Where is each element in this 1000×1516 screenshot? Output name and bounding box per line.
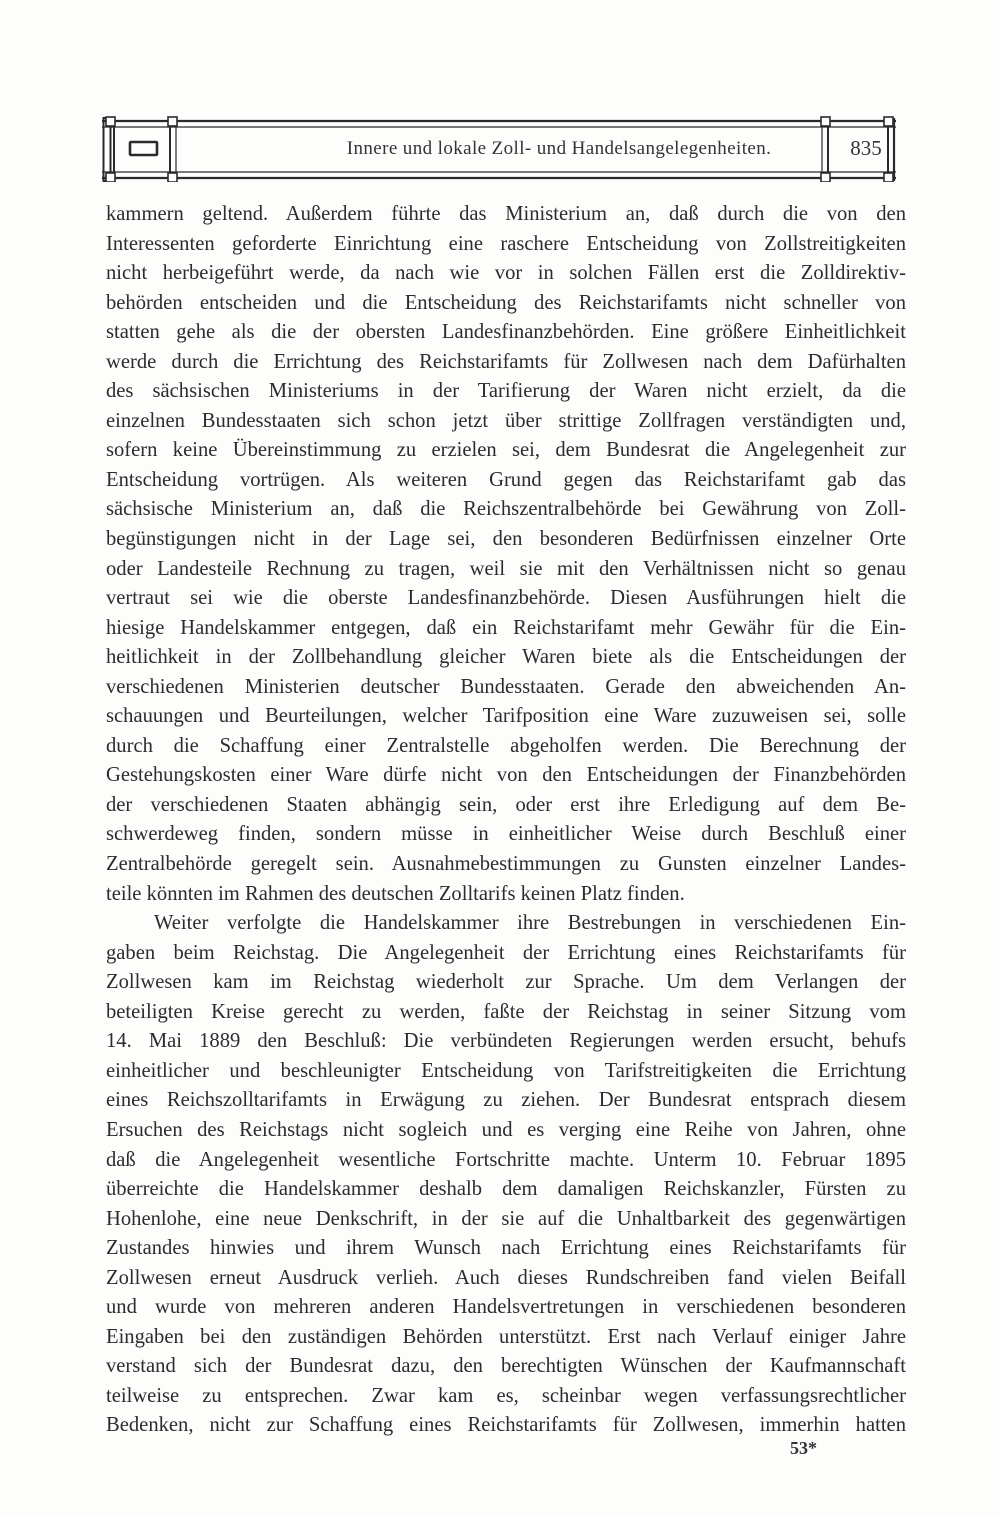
text-line: schauungen und Beurteilungen, welcher Tarifposition eine Ware zuzuweisen sei, solle xyxy=(106,705,906,728)
text-line: nicht herbeigeführt werde, da nach wie vor in solchen Fällen erst die Zolldirektiv- xyxy=(106,262,906,285)
paragraph-end-line: teile könnten im Rahmen des deutschen Zolltarifs keinen Platz finden. xyxy=(106,882,685,905)
text-line: eines Reichszolltarifamts in Erwägung zu ziehen. Der Bundesrat entsprach diesem xyxy=(106,1089,906,1112)
text-line: werde durch die Errichtung des Reichstarifamts für Zollwesen nach dem Dafürhalten xyxy=(106,350,906,373)
text-line: durch die Schaffung einer Zentralstelle abgeholfen werden. Die Berechnung der xyxy=(106,734,906,757)
text-line: Gestehungskosten einer Ware dürfe nicht von den Entscheidungen der Finanzbehörden xyxy=(106,764,906,787)
text-line: oder Landesteile Rechnung zu tragen, weil sie mit den Verhältnissen nicht so genau xyxy=(106,557,906,580)
page-header xyxy=(102,116,896,182)
text-line: Zollwesen kam im Reichstag wiederholt zur Sprache. Um dem Verlangen der xyxy=(106,971,906,994)
text-line: Zentralbehörde geregelt sein. Ausnahmebestimmungen zu Gunsten einzelner Landes- xyxy=(106,853,906,876)
text-line: daß die Angelegenheit wesentliche Fortschritte machte. Unterm 10. Februar 1895 xyxy=(106,1148,906,1171)
paragraph-first-line: Weiter verfolgte die Handelskammer ihre Bestrebungen in verschiedenen Ein- xyxy=(154,912,906,935)
text-line: Eingaben bei den zuständigen Behörden unterstützt. Erst nach Verlauf einiger Jahre xyxy=(106,1325,906,1348)
text-line: Zollwesen erneut Ausdruck verlieh. Auch dieses Rundschreiben fand vielen Beifall xyxy=(106,1266,906,1289)
text-line: behörden entscheiden und die Entscheidung des Reichstarifamts nicht schneller von xyxy=(106,291,906,314)
text-line: gaben beim Reichstag. Die Angelegenheit der Errichtung eines Reichstarifamts für xyxy=(106,941,906,964)
text-line: teilweise zu entsprechen. Zwar kam es, scheinbar wegen verfassungsrechtlicher xyxy=(106,1384,906,1407)
text-line: kammern geltend. Außerdem führte das Ministerium an, daß durch die von den xyxy=(106,203,906,225)
body-text xyxy=(106,200,906,1441)
text-line: Zustandes hinwies und ihrem Wunsch nach Errichtung eines Reichstarifamts für xyxy=(106,1237,906,1260)
text-line: Entscheidung vortrügen. Als weiteren Grund gegen das Reichstarifamt gab das xyxy=(106,468,906,491)
text-line: verschiedenen Ministerien deutscher Bundesstaaten. Gerade den abweichenden An- xyxy=(106,675,906,698)
text-line: verstand sich der Bundesrat dazu, den berechtigten Wünschen der Kaufmannschaft xyxy=(106,1355,906,1378)
text-line: Bedenken, nicht zur Schaffung eines Reichstarifamts für Zollwesen, immerhin hatten xyxy=(106,1414,906,1437)
text-line: 14. Mai 1889 den Beschluß: Die verbündeten Regierungen werden ersucht, behufs xyxy=(106,1030,906,1053)
text-line: begünstigungen nicht in der Lage sei, den besonderen Bedürfnissen einzelner Orte xyxy=(106,528,906,551)
signature-mark: 53* xyxy=(790,1438,817,1458)
text-line: der verschiedenen Staaten abhängig sein, oder erst ihre Erledigung auf dem Be- xyxy=(106,793,906,816)
text-line: einheitlicher und beschleunigter Entscheidung von Tarifstreitigkeiten die Errichtung xyxy=(106,1059,906,1082)
text-line: schwerdeweg finden, sondern müsse in einheitlicher Weise durch Beschluß einer xyxy=(106,823,906,846)
text-line: vertraut sei wie die oberste Landesfinanzbehörde. Diesen Ausführungen hielt die xyxy=(106,587,906,610)
text-line: heitlichkeit in der Zollbehandlung gleicher Waren biete als die Entscheidungen der xyxy=(106,646,906,669)
text-line: des sächsischen Ministeriums in der Tarifierung der Waren nicht erzielt, da die xyxy=(106,380,906,403)
text-line: Ersuchen des Reichstags nicht sogleich und es verging eine Reihe von Jahren, ohne xyxy=(106,1118,906,1141)
text-line: überreichte die Handelskammer deshalb dem damaligen Reichskanzler, Fürsten zu xyxy=(106,1178,906,1201)
text-line: Hohenlohe, eine neue Denkschrift, in der sie auf die Unhaltbarkeit des gegenwärtigen xyxy=(106,1207,906,1230)
text-line: beteiligten Kreise gerecht zu werden, faßte der Reichstag in seiner Sitzung vom xyxy=(106,1000,906,1023)
text-line: Interessenten geforderte Einrichtung eine raschere Entscheidung von Zollstreitigkeiten xyxy=(106,232,906,255)
text-line: sächsische Ministerium an, daß die Reichszentralbehörde bei Gewährung von Zoll- xyxy=(106,498,906,521)
text-line: einzelnen Bundesstaaten sich schon jetzt über strittige Zollfragen verständigten und, xyxy=(106,409,906,432)
text-line: und wurde von mehreren anderen Handelsvertretungen in verschiedenen besonderen xyxy=(106,1296,906,1319)
text-line: sofern keine Übereinstimmung zu erzielen sei, dem Bundesrat die Angelegenheit zur xyxy=(106,439,906,462)
text-line: hiesige Handelskammer entgegen, daß ein Reichstarifamt mehr Gewähr für die Ein- xyxy=(106,616,906,639)
page-number: 835 xyxy=(850,136,882,160)
text-line: statten gehe als die der obersten Landesfinanzbehörden. Eine größere Einheitlichkeit xyxy=(106,321,906,344)
running-head-title: Innere und lokale Zoll- und Handelsangelegenheiten. xyxy=(346,138,772,159)
